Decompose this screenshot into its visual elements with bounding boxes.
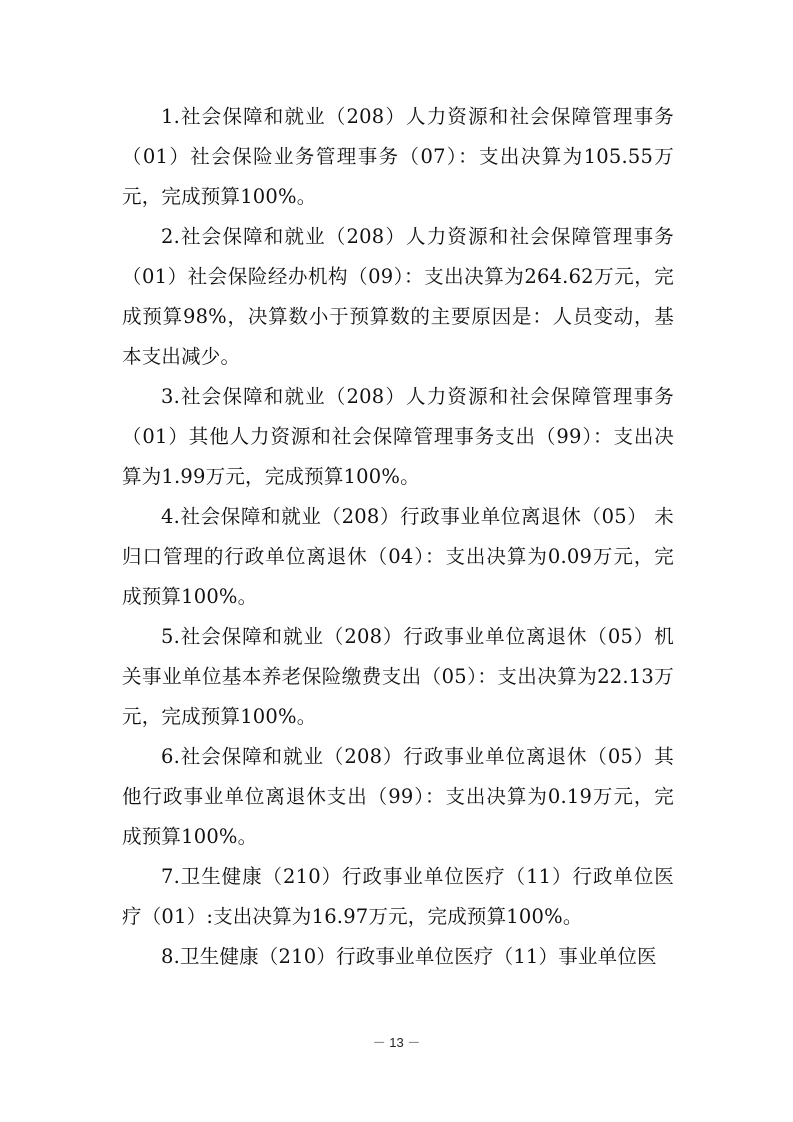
paragraph-7: 7.卫生健康（210）行政事业单位医疗（11）行政单位医疗（01）:支出决算为16.97万元，完成预算100%。 — [122, 865, 674, 928]
paragraph-2: 2.社会保障和就业（208）人力资源和社会保障管理事务（01）社会保险经办机构（09）：支出决算为264.62万元，完成预算98%，决算数小于预算数的主要原因是：人员变动，基本支出减少。 — [122, 225, 674, 368]
document-body — [122, 97, 674, 977]
paragraph-4: 4.社会保障和就业（208）行政事业单位离退休（05） 未归口管理的行政单位离退休（04）：支出决算为0.09万元，完成预算100%。 — [122, 505, 674, 608]
paragraph-8: 8.卫生健康（210）行政事业单位医疗（11）事业单位医 — [161, 945, 657, 968]
paragraph-6: 6.社会保障和就业（208）行政事业单位离退休（05）其他行政事业单位离退休支出（99）：支出决算为0.19万元，完成预算100%。 — [122, 745, 674, 848]
paragraph-5: 5.社会保障和就业（208）行政事业单位离退休（05）机关事业单位基本养老保险缴费支出（05）：支出决算为22.13万元，完成预算100%。 — [122, 625, 674, 728]
page-number: － 13 － — [372, 1035, 421, 1050]
paragraph-3: 3.社会保障和就业（208）人力资源和社会保障管理事务（01）其他人力资源和社会保障管理事务支出（99）：支出决算为1.99万元，完成预算100%。 — [122, 385, 674, 488]
paragraph-1: 1.社会保障和就业（208）人力资源和社会保障管理事务（01）社会保险业务管理事务（07）：支出决算为105.55万元，完成预算100%。 — [122, 105, 674, 208]
